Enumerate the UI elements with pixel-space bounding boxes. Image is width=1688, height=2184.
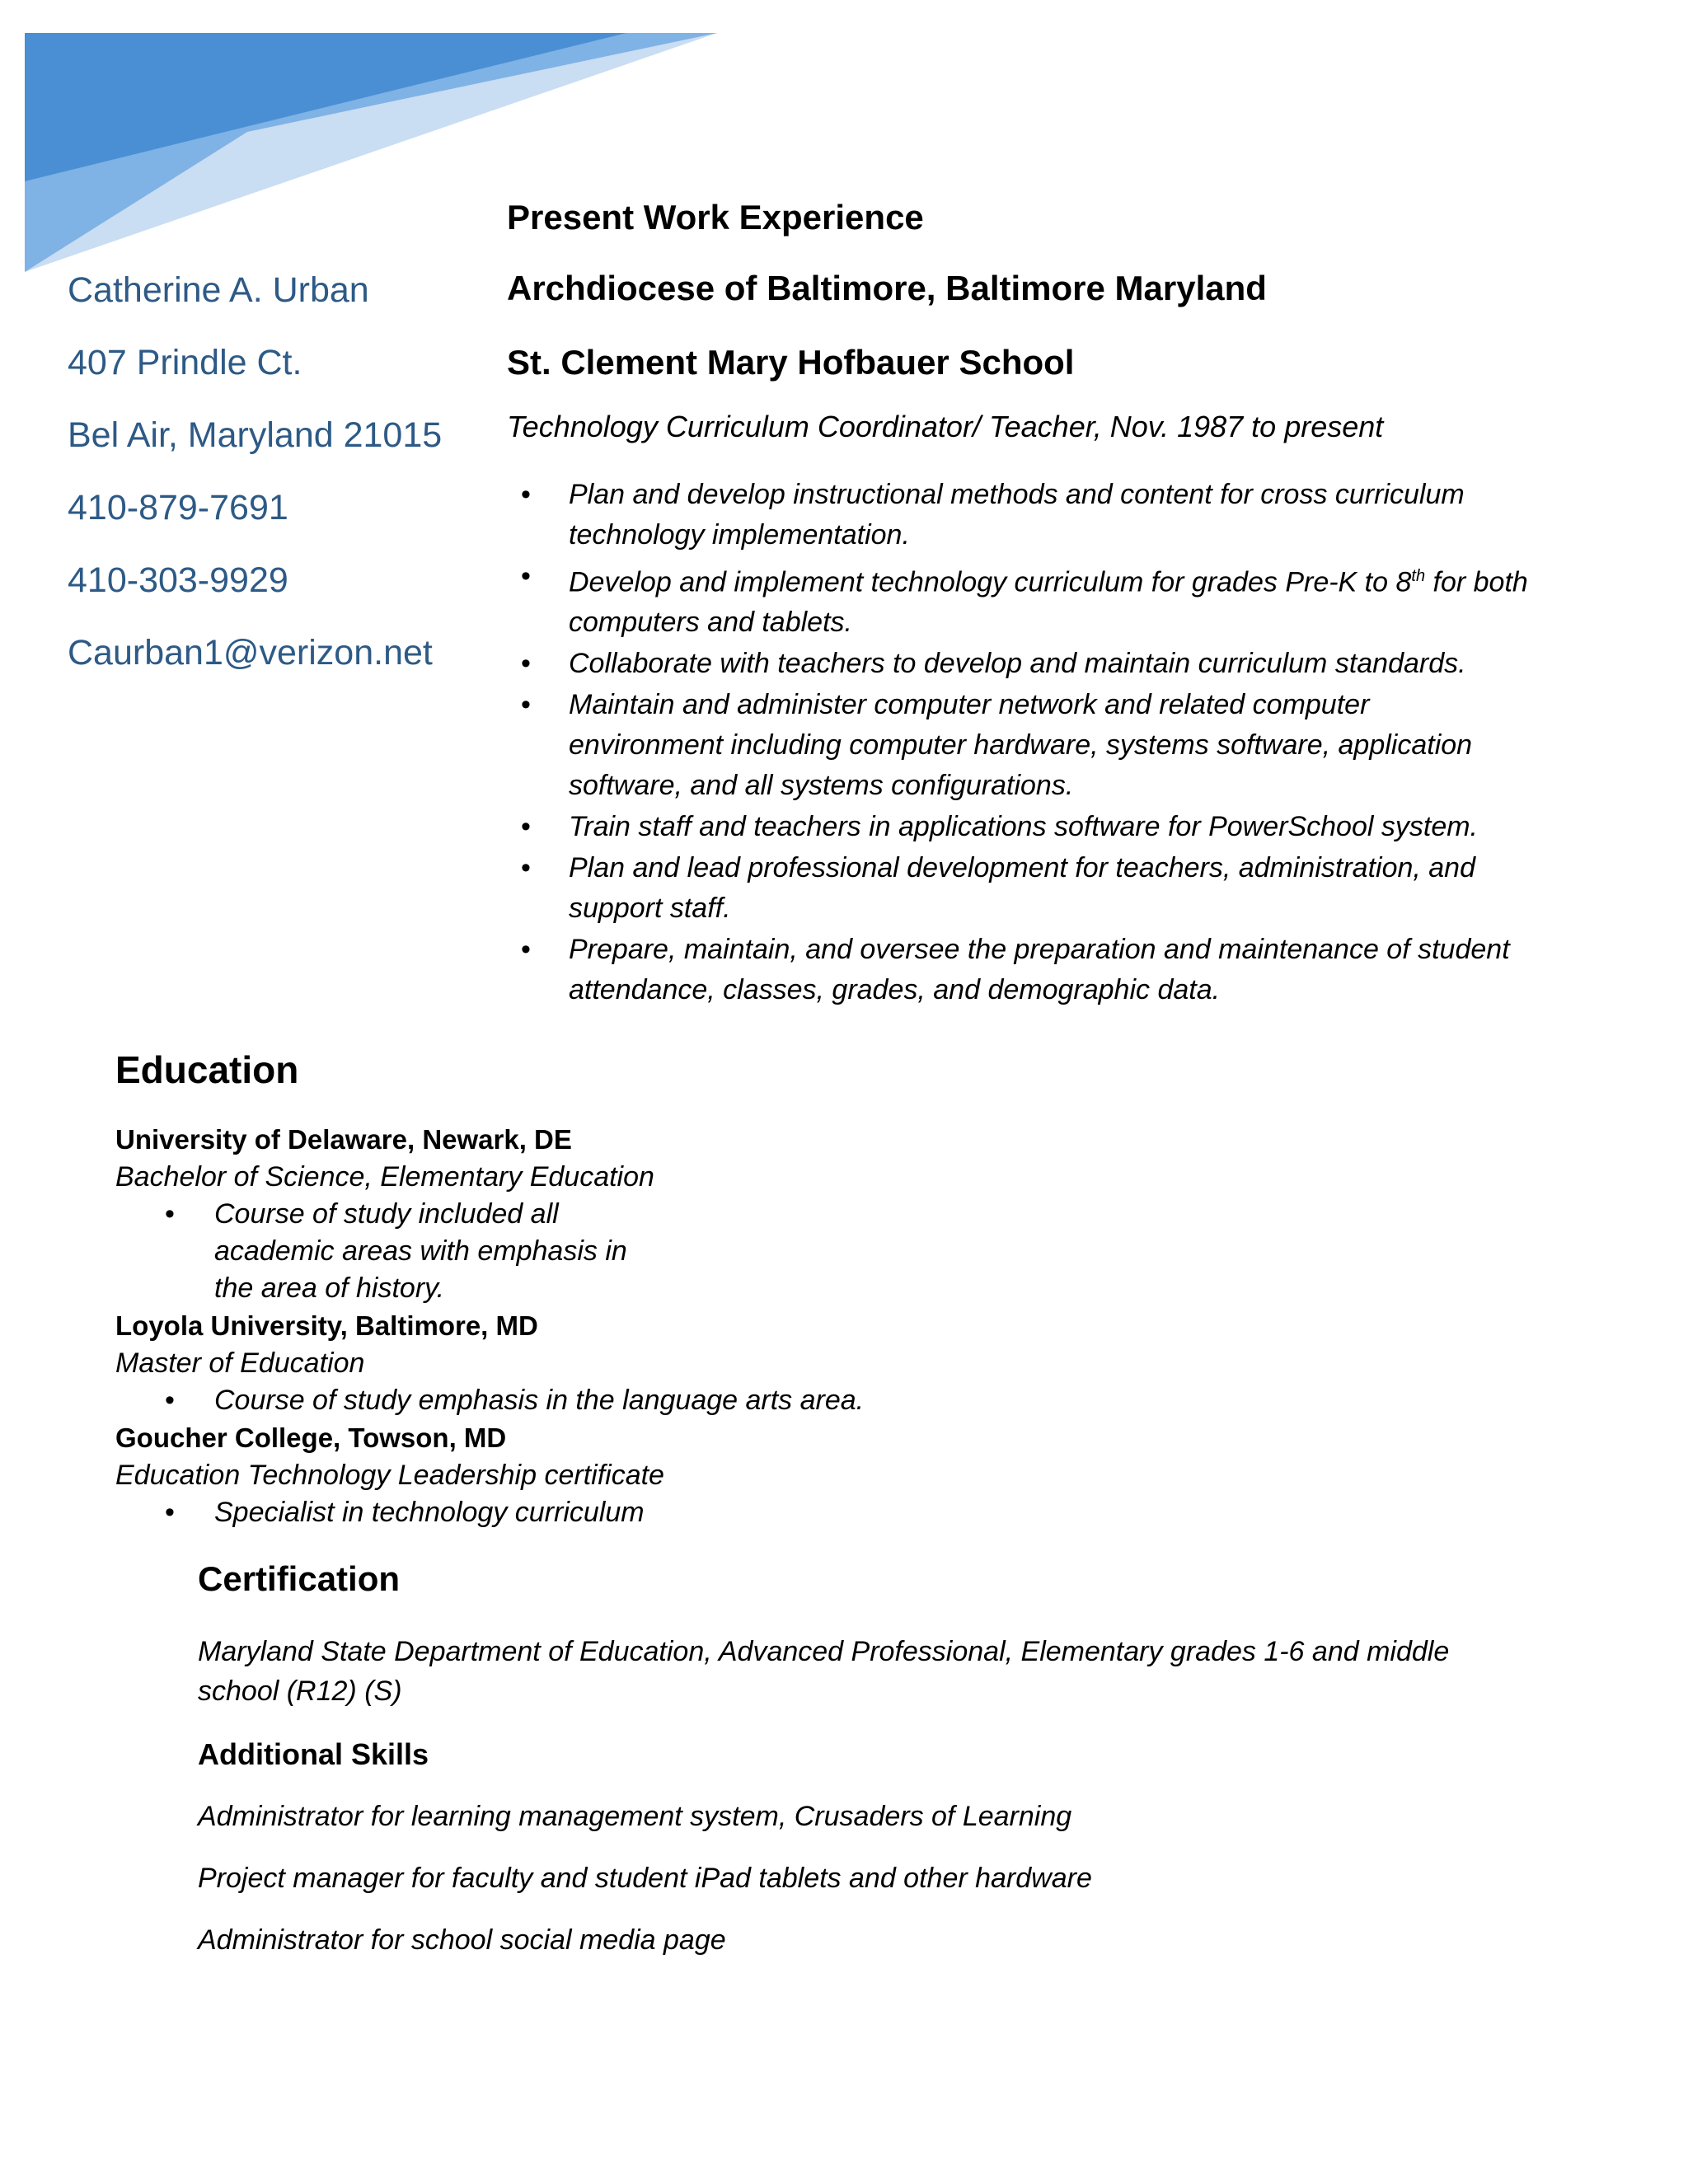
list-item-text: Plan and develop instructional methods and content for cross curriculum technology implementation.: [569, 479, 1465, 551]
list-item-text: Prepare, maintain, and oversee the preparation and maintenance of student attendance, classes, grades, and demographic data.: [569, 934, 1510, 1006]
list-item: [507, 644, 1529, 684]
contact-city: Bel Air, Maryland 21015: [68, 415, 443, 455]
bullet-icon: •: [521, 811, 531, 843]
list-item-text: Develop and implement technology curriculum for grades Pre-K to 8: [569, 566, 1412, 598]
contact-phone-1: 410-879-7691: [68, 488, 288, 527]
education-note-list: [115, 1196, 1063, 1307]
list-item: [507, 475, 1529, 555]
list-item-text: Specialist in technology curriculum: [214, 1497, 645, 1528]
education-school: Goucher College, Towson, MD: [115, 1422, 507, 1453]
list-item-text: Course of study included all academic areas with emphasis in the area of history.: [214, 1198, 627, 1304]
bullet-icon: •: [165, 1385, 175, 1416]
list-item-text: Course of study emphasis in the language arts area.: [214, 1385, 865, 1416]
education-degree: Bachelor of Science, Elementary Education: [115, 1161, 654, 1193]
bullet-icon: •: [521, 648, 531, 680]
list-item: [115, 1196, 643, 1307]
skill-item: Administrator for school social media page: [198, 1924, 726, 1956]
superscript-th: th: [1411, 567, 1426, 585]
work-experience-section: [507, 196, 1529, 1011]
contact-street: 407 Prindle Ct.: [68, 343, 302, 382]
education-section: [115, 1047, 1063, 1531]
list-item: [507, 556, 1529, 643]
bullet-icon: •: [521, 560, 531, 592]
bullet-icon: •: [165, 1198, 175, 1230]
list-item-text: Maintain and administer computer network and related computer environment including computer hardware, systems software, application software, and all systems configurations.: [569, 689, 1473, 802]
list-item-text-tail: for both computers and tablets.: [569, 566, 1528, 639]
work-school: St. Clement Mary Hofbauer School: [507, 343, 1075, 382]
contact-email: Caurban1@verizon.net: [68, 633, 433, 673]
work-role: Technology Curriculum Coordinator/ Teacher, Nov. 1987 to present: [507, 410, 1384, 443]
education-note-list: [115, 1494, 1063, 1531]
skill-item: Project manager for faculty and student iPad tablets and other hardware: [198, 1863, 1092, 1894]
list-item-text: Plan and lead professional development for teachers, administration, and support staff.: [569, 852, 1476, 925]
skill-item: Administrator for learning management system, Crusaders of Learning: [198, 1801, 1072, 1832]
list-item-text: Train staff and teachers in applications software for PowerSchool system.: [569, 811, 1478, 843]
list-item: [115, 1494, 1063, 1531]
work-section-title: Present Work Experience: [507, 198, 924, 237]
list-item: [115, 1382, 1063, 1419]
contact-phone-2: 410-303-9929: [68, 560, 288, 600]
bullet-icon: •: [165, 1497, 175, 1528]
education-note-list: [115, 1382, 1063, 1419]
certification-title: Certification: [198, 1559, 401, 1598]
contact-sidebar: [68, 270, 480, 705]
education-degree: Education Technology Leadership certificate: [115, 1460, 664, 1491]
certification-section: [198, 1558, 1517, 1984]
work-bullet-list: [507, 475, 1529, 1010]
bullet-icon: •: [521, 689, 531, 721]
skills-title: Additional Skills: [198, 1737, 429, 1771]
list-item: [507, 930, 1529, 1010]
bullet-icon: •: [521, 479, 531, 510]
list-item: [507, 848, 1529, 929]
certification-text: Maryland State Department of Education, Advanced Professional, Elementary grades 1-6 and middle school (R12) (S): [198, 1636, 1450, 1707]
contact-name: Catherine A. Urban: [68, 270, 369, 310]
list-item-text: Collaborate with teachers to develop and maintain curriculum standards.: [569, 648, 1466, 680]
list-item: [507, 685, 1529, 806]
education-degree: Master of Education: [115, 1347, 365, 1379]
education-title: Education: [115, 1048, 299, 1091]
education-school: University of Delaware, Newark, DE: [115, 1124, 572, 1155]
bullet-icon: •: [521, 934, 531, 966]
education-school: Loyola University, Baltimore, MD: [115, 1310, 538, 1341]
bullet-icon: •: [521, 852, 531, 884]
work-organization: Archdiocese of Baltimore, Baltimore Maryland: [507, 269, 1267, 307]
list-item: [507, 807, 1529, 847]
